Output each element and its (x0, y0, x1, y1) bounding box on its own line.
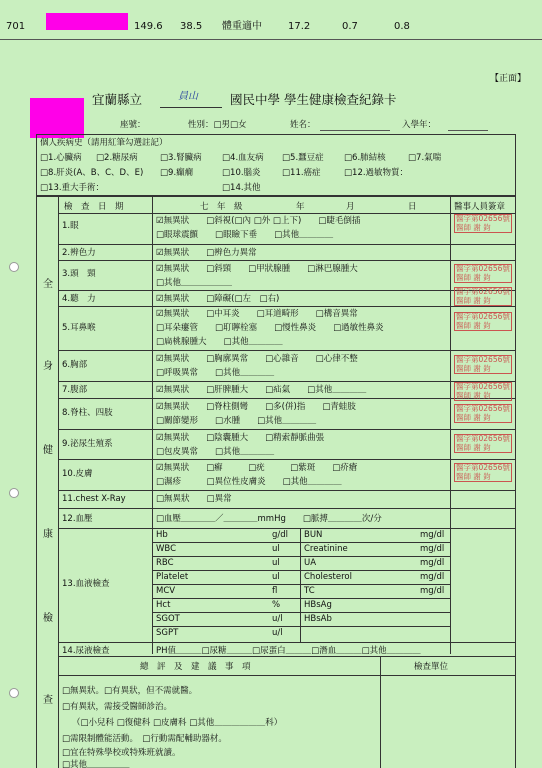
exam-line: □濕疹 □異位性皮膚炎 □其他＿＿＿＿ (156, 477, 342, 487)
blood-item-name: HBsAb (304, 614, 332, 624)
blood-item-unit: g/dl (272, 530, 289, 540)
blood-col-divider (300, 528, 301, 642)
exam-label-xray: 11.chest X-Ray (62, 494, 126, 504)
exam-line: ☑無異狀 □斜頸 □甲狀腺腫 □淋巴腺腫大 (156, 264, 358, 274)
exam-label-color: 2.辨色力 (62, 248, 96, 258)
col-header-date: 檢 查 日 期 (64, 202, 124, 212)
doctor-stamp: 醫字第02656號 醫師 謝 鈞 (456, 404, 510, 422)
height-value: 149.6 (134, 21, 163, 32)
exam-line: ☑無異狀 □陰囊腫大 □精索靜脈曲張 (156, 433, 325, 443)
row-divider (58, 656, 516, 657)
blood-item-name: SGPT (156, 628, 179, 638)
label-col-divider (152, 196, 153, 654)
row-divider (58, 381, 516, 382)
exam-label-urine: 14.尿液檢查 (62, 646, 110, 656)
blood-item-name: Hct (156, 600, 171, 610)
blood-item-name: Hb (156, 530, 168, 540)
punch-hole (9, 488, 19, 498)
blood-item-name: TC (304, 586, 315, 596)
blood-item-unit: ul (272, 558, 280, 568)
blood-item-unit: mg/dl (420, 586, 445, 596)
bmi-value: 17.2 (288, 21, 311, 32)
blood-row-divider (152, 612, 450, 613)
side-label: 檢 (43, 613, 53, 624)
doctor-stamp: 醫字第02656號 醫師 謝 鈞 (456, 214, 510, 232)
row-divider (58, 260, 516, 261)
col-header-year: 年 (296, 202, 305, 212)
exam-line: ☑無異狀 □辨色力異常 (156, 248, 257, 258)
blood-row-divider (152, 542, 450, 543)
gender-field: 性別：□男□女 (188, 120, 247, 130)
summary-line: □無異狀。□有異狀，但不需就醫。 (62, 686, 198, 696)
blood-item-name: BUN (304, 530, 323, 540)
history-item: □4.血友病 (222, 153, 264, 163)
summary-header: 總 評 及 建 議 事 項 (140, 662, 251, 672)
exam-line: ☑無異狀 □障礙(□左 □右) (156, 294, 280, 304)
record-id: 701 (6, 21, 26, 32)
history-item: □3.腎臟病 (160, 153, 202, 163)
name-field: 姓名： (290, 120, 316, 130)
history-item: □5.蠶豆症 (282, 153, 324, 163)
enroll-underline (448, 130, 488, 131)
summary-line: □宜在特殊學校或特殊班就讀。 (62, 748, 181, 758)
blood-row-divider (152, 626, 450, 627)
exam-line: ☑無異狀 □中耳炎 □耳道畸形 □構音異常 (156, 309, 358, 319)
doctor-stamp: 醫字第02656號 醫師 謝 鈞 (456, 312, 510, 330)
blood-row-divider (152, 598, 450, 599)
redacted-name-block (46, 13, 128, 30)
blood-item-unit: ul (272, 544, 280, 554)
row-divider (58, 244, 516, 245)
blood-item-unit: fl (272, 586, 278, 596)
blood-item-unit: mg/dl (420, 558, 445, 568)
blood-item-name: Platelet (156, 572, 189, 582)
side-label: 身 (43, 361, 53, 372)
exam-line: □包皮異常 □其他＿＿＿＿ (156, 447, 275, 457)
unit-header: 檢查單位 (414, 662, 449, 672)
card-title: 國民中學 學生健康檢查紀錄卡 (230, 92, 397, 107)
exam-label-urogenital: 9.泌尿生殖系 (62, 439, 113, 449)
blood-row-divider (152, 556, 450, 557)
punch-hole (9, 262, 19, 272)
summary-col-divider (380, 656, 381, 768)
school-handwritten: 員山 (178, 91, 198, 102)
summary-line: □其他＿＿＿＿＿ (62, 760, 130, 768)
vision-left-value: 0.7 (342, 21, 358, 32)
blood-item-unit: mg/dl (420, 544, 445, 554)
col-header-day: 日 (408, 202, 417, 212)
history-item: □7.氣喘 (408, 153, 442, 163)
row-divider (58, 528, 516, 529)
summary-line: □有異狀，需接受醫師診治。 (62, 702, 173, 712)
exam-line: □其他＿＿＿＿＿＿ (156, 278, 233, 288)
exam-line: □無異狀 □異常 (156, 494, 232, 504)
exam-line: ☑無異狀 □癬 □疣 □紫斑 □疥瘡 (156, 463, 358, 473)
name-underline (320, 130, 390, 131)
exam-line: □關節變形 □水腫 □其他＿＿＿＿ (156, 416, 317, 426)
exam-line: □耳朵瘻管 □耵聹栓塞 □慢性鼻炎 □過敏性鼻炎 (156, 323, 384, 333)
row-divider (58, 490, 516, 491)
doctor-stamp: 醫字第02656號 醫師 謝 鈞 (456, 434, 510, 452)
doctor-stamp: 醫字第02656號 醫師 謝 鈞 (456, 264, 510, 282)
history-item: □1.心臟病 (40, 153, 82, 163)
blood-item-unit: u/l (272, 614, 283, 624)
top-data-bar (0, 0, 542, 40)
row-divider (58, 306, 516, 307)
exam-label-skin: 10.皮膚 (62, 469, 93, 479)
exam-label-ent: 5.耳鼻喉 (62, 323, 96, 333)
history-item: □9.癲癇 (160, 168, 194, 178)
row-divider (58, 675, 516, 676)
row-divider (58, 429, 516, 430)
history-item: □14.其他 (222, 183, 261, 193)
exam-label-abdomen: 7.腹部 (62, 385, 88, 395)
blood-item-name: HBsAg (304, 600, 332, 610)
row-divider (58, 459, 516, 460)
summary-line: （□小兒科 □復健科 □皮膚科 □其他＿＿＿＿＿＿科） (72, 718, 283, 728)
row-divider (58, 290, 516, 291)
exam-line: □血壓＿＿＿＿／＿＿＿＿mmHg □脈搏＿＿＿＿次/分 (156, 514, 382, 524)
side-label: 查 (43, 695, 53, 706)
side-col-divider (58, 196, 59, 768)
blood-col-divider (450, 528, 451, 642)
weight-value: 38.5 (180, 21, 203, 32)
doctor-stamp: 醫字第02656號 醫師 謝 鈞 (456, 463, 510, 481)
summary-line: □需限制體能活動。 □行動需配輔助器材。 (62, 734, 227, 744)
exam-label-bp: 12.血壓 (62, 514, 93, 524)
history-item: □10.腦炎 (222, 168, 261, 178)
exam-line: ☑無異狀 □脊柱側彎 □多(併)指 □青蛙肢 (156, 402, 356, 412)
side-badge: 【正面】 (490, 74, 527, 84)
row-divider (58, 642, 516, 643)
school-underline (160, 107, 222, 108)
side-label: 康 (43, 529, 53, 540)
blood-item-name: WBC (156, 544, 177, 554)
row-divider (58, 213, 516, 214)
blood-row-divider (152, 570, 450, 571)
vision-right-value: 0.8 (394, 21, 410, 32)
col-header-month: 月 (346, 202, 355, 212)
exam-line: ☑無異狀 □斜視(□內 □外 □上下) □睫毛倒插 (156, 216, 361, 226)
enroll-year-field: 入學年： (402, 120, 437, 130)
row-divider (58, 398, 516, 399)
blood-row-divider (152, 584, 450, 585)
punch-hole (9, 688, 19, 698)
history-item: □12.過敏物質： (344, 168, 409, 178)
seat-field: 座號： (120, 120, 146, 130)
row-divider (58, 350, 516, 351)
blood-item-unit: u/l (272, 628, 283, 638)
row-divider (58, 508, 516, 509)
history-item: □2.糖尿病 (96, 153, 138, 163)
exam-label-eye: 1.眼 (62, 221, 79, 231)
doctor-stamp: 醫字第02656號 醫師 謝 鈞 (456, 287, 510, 305)
exam-label-neck: 3.頭 頸 (62, 269, 96, 279)
redacted-photo-block (30, 98, 84, 138)
exam-label-blood: 13.血液檢查 (62, 579, 110, 589)
blood-item-name: Cholesterol (304, 572, 352, 582)
blood-item-name: MCV (156, 586, 176, 596)
doctor-stamp: 醫字第02656號 醫師 謝 鈞 (456, 382, 510, 400)
doctor-stamp: 醫字第02656號 醫師 謝 鈞 (456, 355, 510, 373)
exam-line: ☑無異狀 □胸廓異常 □心雜音 □心律不整 (156, 354, 358, 364)
history-item: □13.重大手術： (40, 183, 105, 193)
exam-line: ☑無異狀 □肝脾腫大 □疝氣 □其他＿＿＿＿ (156, 385, 367, 395)
col-header-signature: 醫事人員簽章 (454, 202, 506, 212)
col-header-grade: 七 年 級 (200, 202, 243, 212)
exam-line: □呼吸異常 □其他＿＿＿＿ (156, 368, 275, 378)
exam-label-chest: 6.胸部 (62, 360, 88, 370)
history-item: □11.癌症 (282, 168, 321, 178)
blood-item-unit: mg/dl (420, 530, 445, 540)
history-item: □6.肺結核 (344, 153, 386, 163)
exam-line: □眼球震顫 □眼瞼下垂 □其他＿＿＿＿ (156, 230, 334, 240)
county-label: 宜蘭縣立 (92, 92, 143, 107)
blood-item-unit: ul (272, 572, 280, 582)
urine-line: PH值＿＿＿□尿糖＿＿＿□尿蛋白＿＿＿□潛血＿＿＿□其他＿＿＿＿ (156, 646, 421, 656)
blood-item-name: UA (304, 558, 317, 568)
blood-item-name: RBC (156, 558, 174, 568)
side-label: 全 (43, 279, 53, 290)
history-item: □8.肝炎(A、B、C、D、E) (40, 168, 144, 178)
exam-label-spine: 8.脊柱、四肢 (62, 408, 113, 418)
blood-item-unit: % (272, 600, 281, 610)
side-label: 健 (43, 445, 53, 456)
blood-item-name: Creatinine (304, 544, 348, 554)
exam-line: □扁桃腺腫大 □其他＿＿＿＿ (156, 337, 283, 347)
blood-item-name: SGOT (156, 614, 180, 624)
bmi-status: 體重適中 (222, 21, 262, 32)
exam-label-hearing: 4.聽 力 (62, 294, 96, 304)
blood-item-unit: mg/dl (420, 572, 445, 582)
history-title: 個人疾病史（請用紅筆勾選註記） (40, 138, 168, 148)
